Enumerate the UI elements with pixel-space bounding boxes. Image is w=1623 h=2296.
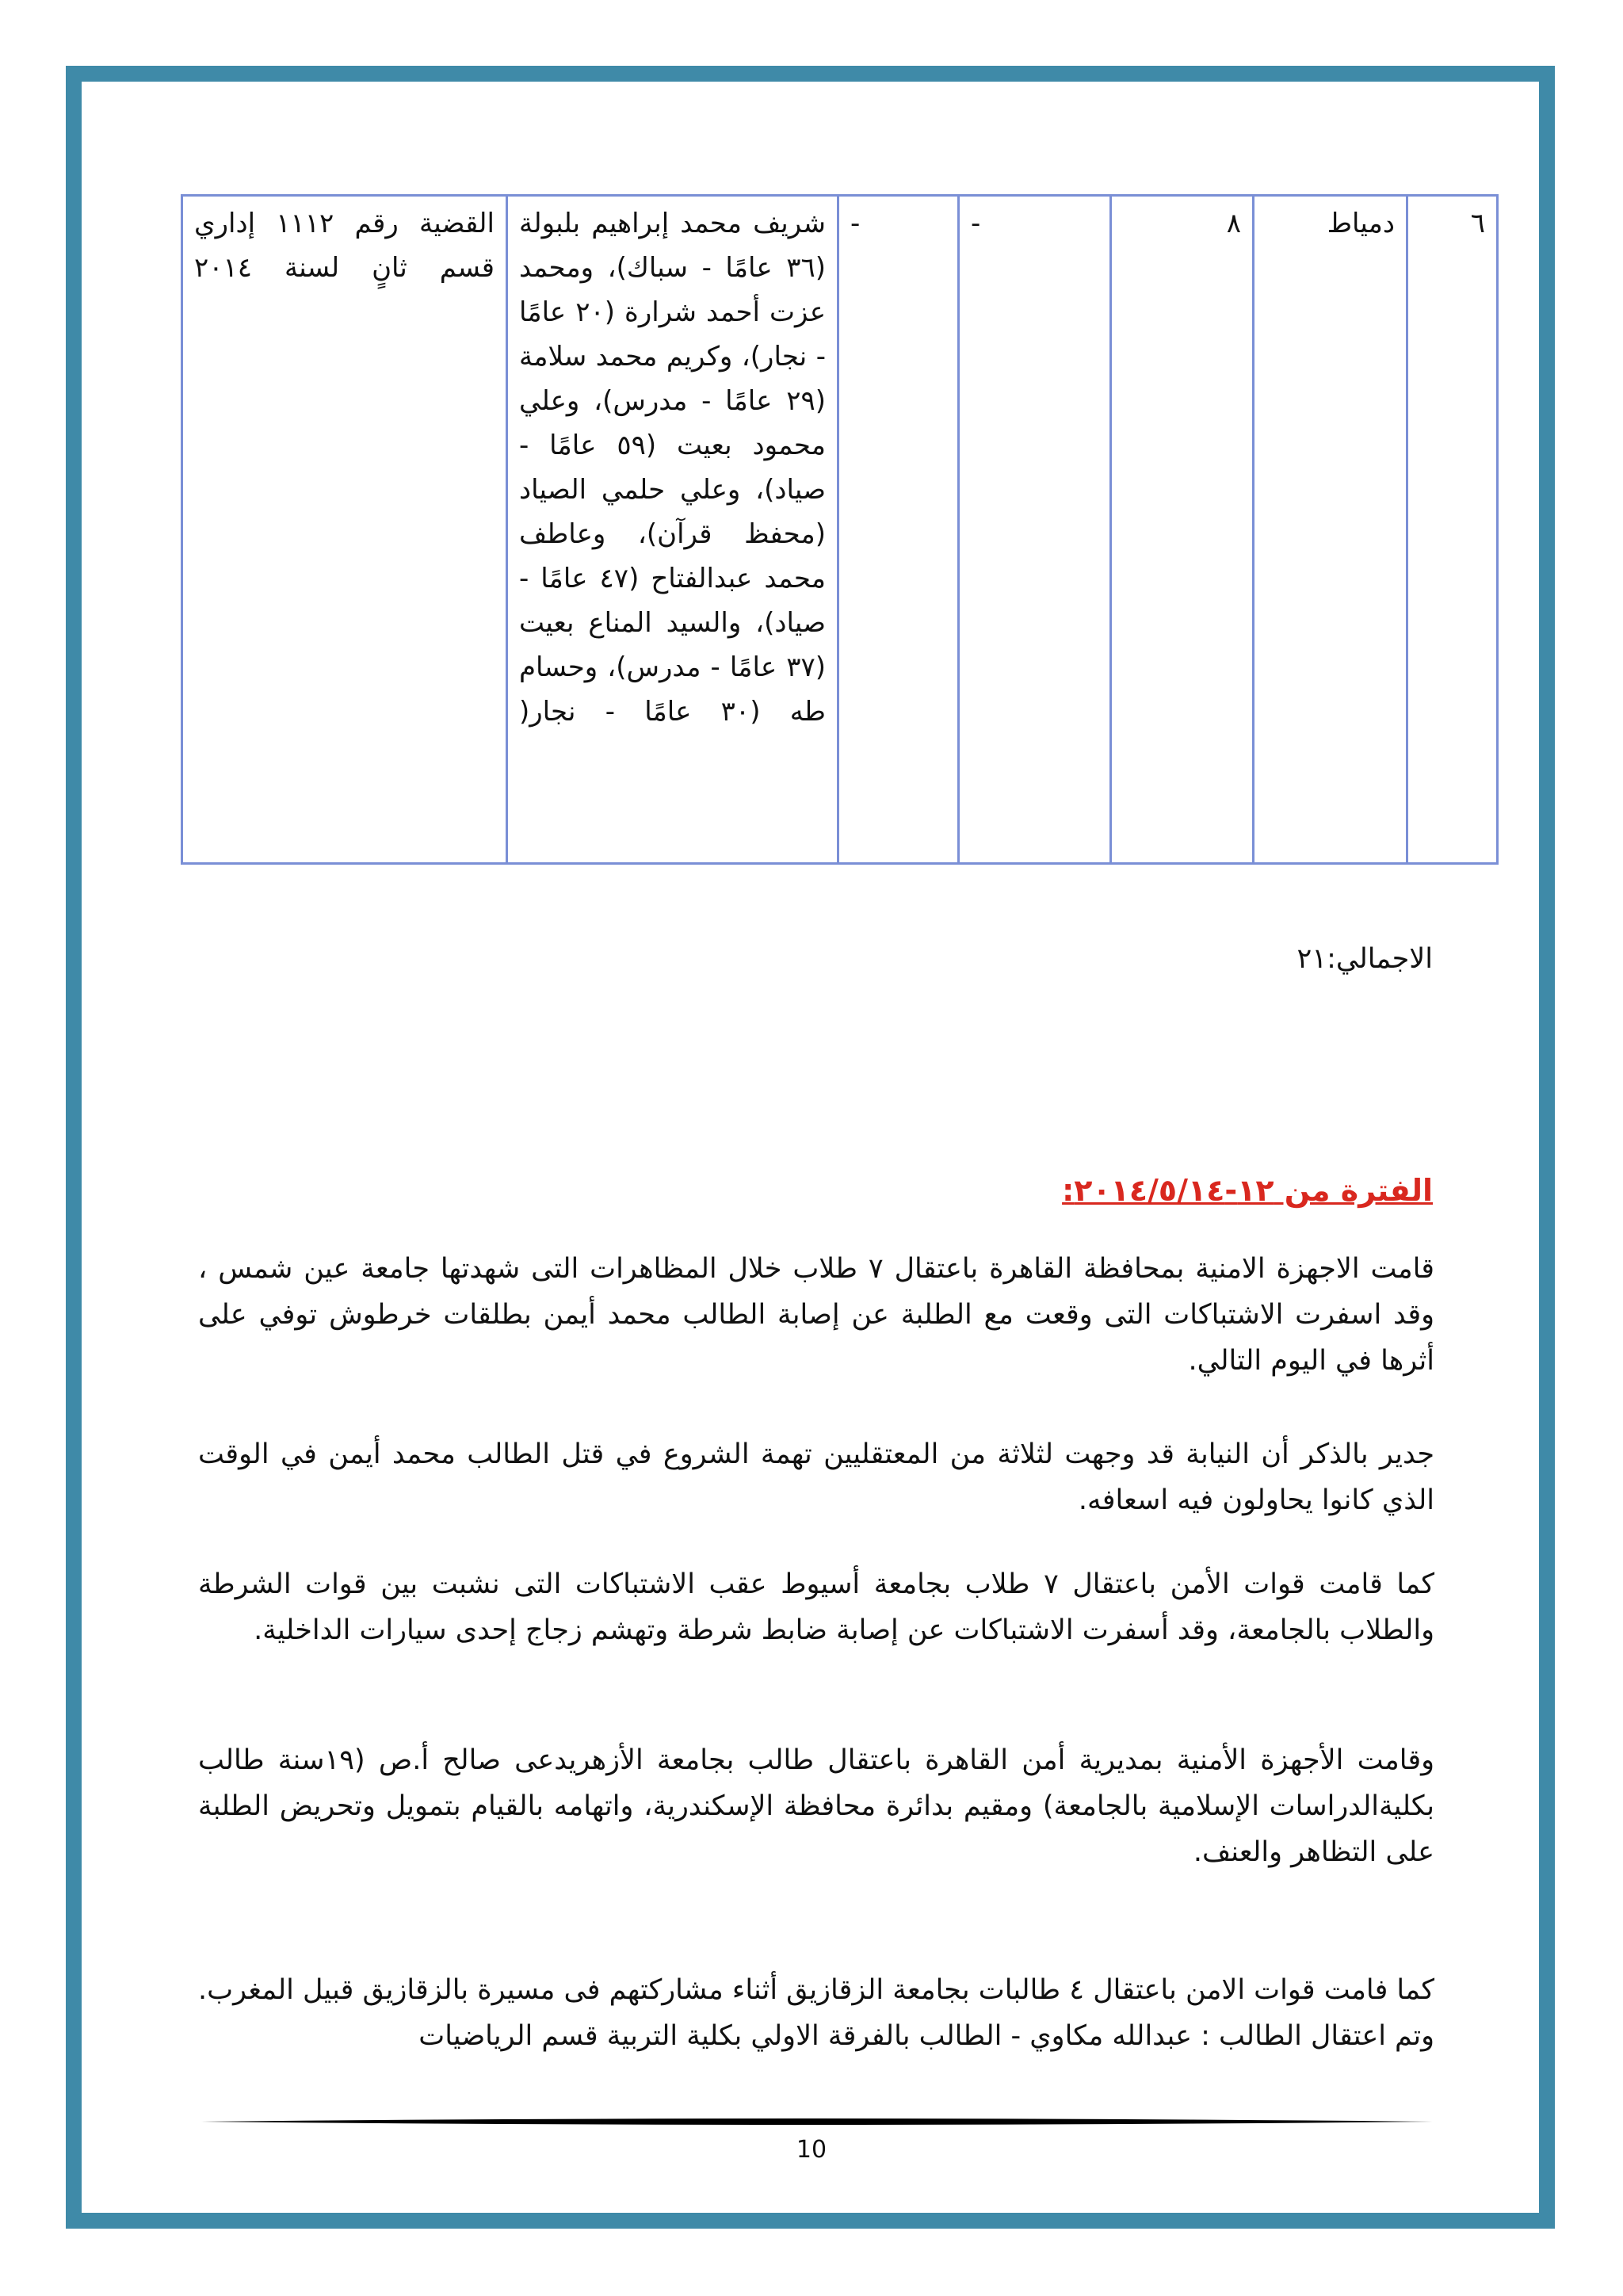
paragraph-3: كما قامت قوات الأمن باعتقال ٧ طلاب بجامعة أسيوط عقب الاشتباكات التى نشبت بين قوات الشرطة والطلاب بالجامعة، وقد أسفرت الاشتباكات عن إصابة ضابط شرطة وتهشم زجاج إحدى سيارات الداخلية. (198, 1568, 1434, 1646)
cell-dash-2: - (838, 196, 959, 864)
table-row (182, 196, 1498, 864)
footer-divider (198, 2117, 1433, 2126)
cell-case-number: القضية رقم ١١١٢ إداري قسم ثانٍ لسنة ٢٠١٤ (182, 196, 507, 864)
cell-number: ٦ (1407, 196, 1498, 864)
section-heading: الفترة من ١٢-٢٠١٤/٥/١٤: (1062, 1173, 1433, 1208)
cell-dash-1: - (959, 196, 1111, 864)
total-count: الاجمالي:٢١ (1296, 943, 1433, 975)
page-number: 10 (796, 2136, 827, 2164)
paragraph-1: قامت الاجهزة الامنية بمحافظة القاهرة باعتقال ٧ طلاب خلال المظاهرات التى شهدتها جامعة عين شمس ، وقد اسفرت الاشتباكات التى وقعت مع الطلبة عن إصابة الطالب محمد أيمن بطلقات خرطوش توفي على أثرها في اليوم التالي. (198, 1253, 1435, 1377)
cell-count: ٨ (1111, 196, 1254, 864)
cases-table (181, 194, 1499, 865)
paragraph-2: جدير بالذكر أن النيابة قد وجهت لثلاثة من المعتقليين تهمة الشروع في قتل الطالب محمد أيمن في الوقت الذي كانوا يحاولون فيه اسعافه. (198, 1438, 1434, 1516)
paragraph-5: كما فامت قوات الامن باعتقال ٤ طالبات بجامعة الزقازيق أثناء مشاركتهم فى مسيرة بالزقازيق قبيل المغرب. وتم اعتقال الطالب : عبدالله مكاوي - الطالب بالفرقة الاولي بكلية التربية قسم الرياضيات (198, 1974, 1434, 2052)
paragraph-4: وقامت الأجهزة الأمنية بمديرية أمن القاهرة باعتقال طالب بجامعة الأزهريدعى صالح أ.ص (١٩سنة طالب بكليةالدراسات الإسلامية بالجامعة) ومقيم بدائرة محافظة الإسكندرية، واتهامه بالقيام بتمويل وتحريض الطلبة على التظاهر والعنف. (198, 1744, 1434, 1868)
cell-detainee-names: شريف محمد إبراهيم بلبولة (٣٦ عامًا - سباك)، ومحمد عزت أحمد شرارة (٢٠ عامًا - نجار)، وكريم محمد سلامة (٢٩ عامًا - مدرس)، وعلي محمود بعيت (٥٩ عامًا - صياد)، وعلي حلمي الصياد (محفظ قرآن)، وعاطف محمد عبدالفتاح (٤٧ عامًا - صياد)، والسيد المناع بعيت (٣٧ عامًا - مدرس)، وحسام طه (٣٠ عامًا - نجار( (507, 196, 838, 864)
cell-governorate: دمياط (1254, 196, 1407, 864)
